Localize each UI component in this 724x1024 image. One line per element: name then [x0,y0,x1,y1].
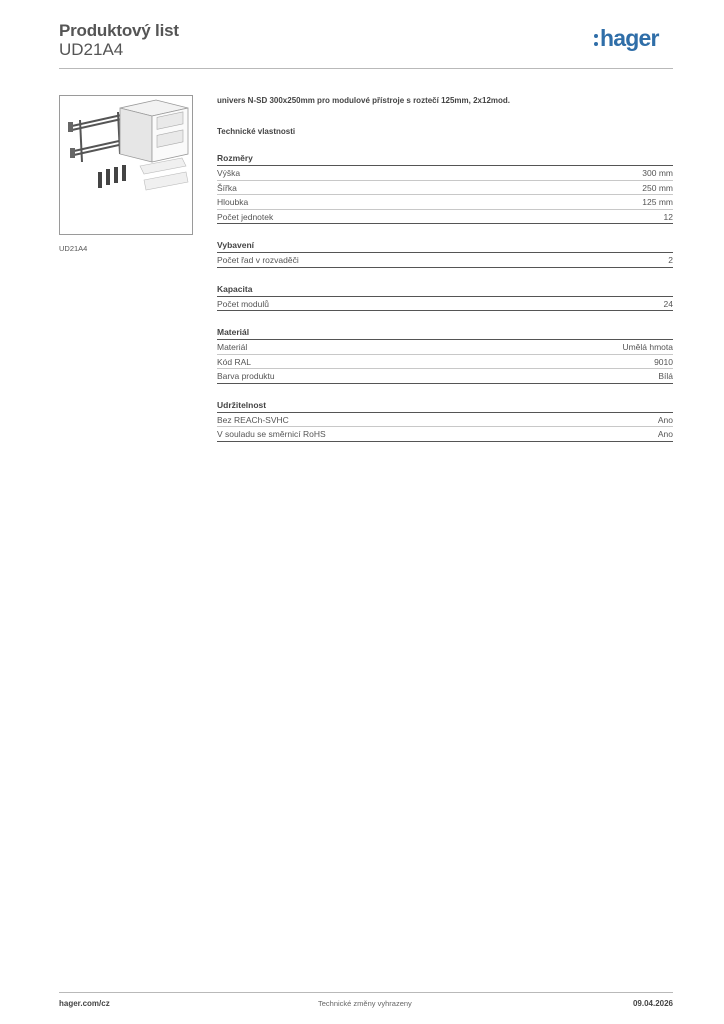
product-code-title: UD21A4 [59,40,124,59]
property-row [217,297,673,312]
property-value: 12 [663,211,673,222]
page-title: Produktový list [59,21,179,40]
footer-notice: Technické změny vyhrazeny [318,999,412,1008]
group-title: Udržitelnost [217,399,267,410]
property-value: Umělá hmota [622,342,673,352]
hager-logo [594,27,676,59]
header-divider [59,68,673,69]
property-row [217,195,673,210]
property-label: Počet jednotek [217,211,274,222]
property-value: 125 mm [642,197,673,207]
technical-properties [217,96,673,442]
group-title: Kapacita [217,283,253,294]
group-title: Rozměry [217,153,253,163]
property-row [217,427,673,442]
property-row [217,253,673,268]
property-label: Počet modulů [217,298,269,309]
product-description: univers N-SD 300x250mm pro modulové přístroje s roztečí 125mm, 2x12mod. [217,96,510,105]
logo-wordmark: hager [600,25,659,51]
property-row [217,210,673,225]
property-label: Výška [217,168,241,178]
property-label: Materiál [217,342,248,352]
property-label: Hloubka [217,197,249,207]
property-value: Ano [657,429,673,439]
property-label: Počet řad v rozvaděči [217,255,299,265]
property-value: 24 [663,298,673,309]
property-row [217,181,673,196]
property-row [217,413,673,428]
property-value: 9010 [654,356,673,367]
property-label: Šířka [217,182,237,193]
property-value: 300 mm [642,168,673,178]
group-title: Vybavení [217,240,255,250]
footer-date: 09.04.2026 [632,999,673,1008]
property-groups [217,152,673,442]
logo-dots-icon [594,34,598,50]
property-row [217,340,673,355]
property-row [217,166,673,181]
section-heading: Technické vlastnosti [217,127,296,136]
property-value: Ano [657,414,673,425]
property-label: Bez REACh-SVHC [217,414,289,425]
property-value: Bílá [658,371,673,381]
product-illustration-icon [60,96,192,234]
footer-website: hager.com/cz [59,999,110,1008]
property-label: Kód RAL [217,356,252,367]
footer-divider [59,992,673,993]
group-title: Materiál [217,327,250,337]
property-row [217,369,673,384]
property-value: 2 [668,255,673,265]
property-label: Barva produktu [217,371,275,381]
image-caption: UD21A4 [59,244,88,253]
property-row [217,355,673,370]
product-image [59,95,193,235]
property-label: V souladu se směrnicí RoHS [217,429,326,439]
property-value: 250 mm [642,182,673,193]
